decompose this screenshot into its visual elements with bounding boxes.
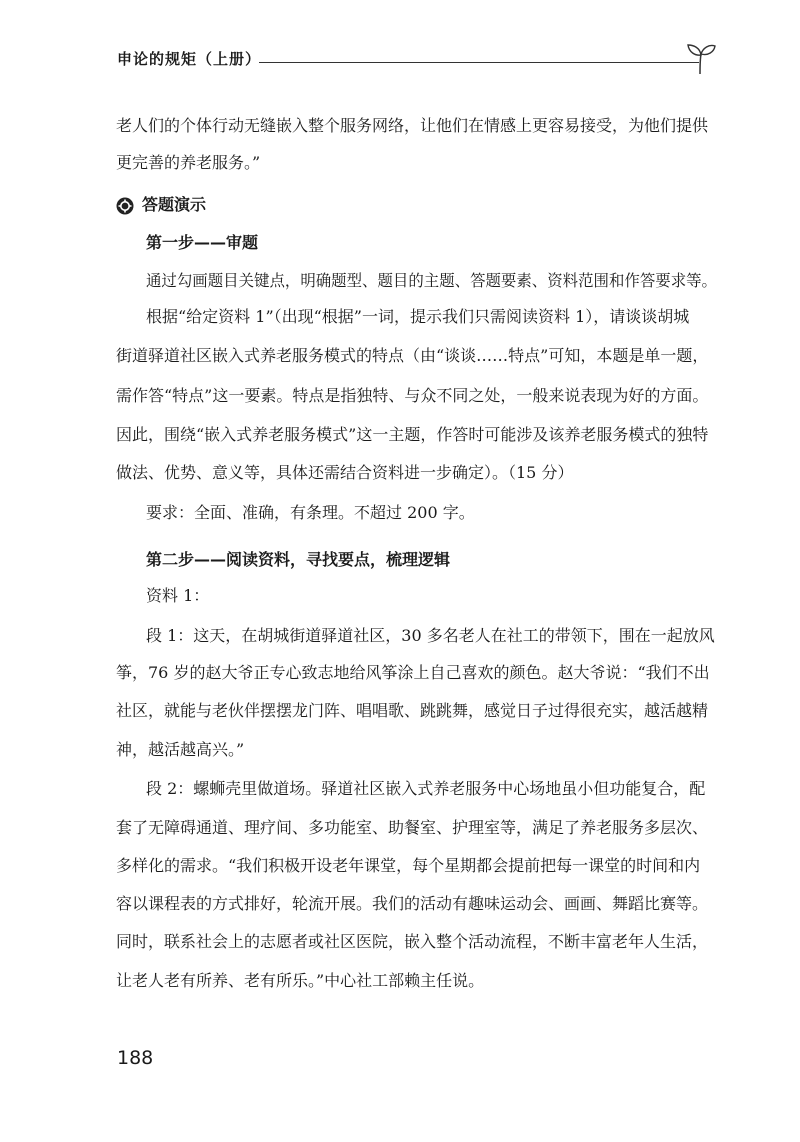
header-rule bbox=[259, 62, 699, 63]
step1-analysis-line-5: 做法、优势、意义等，具体还需结合资料进一步确定）。（15 分） bbox=[116, 463, 574, 482]
para2-line-6: 让老人老有所养、老有所乐。”中心社工部赖主任说。 bbox=[116, 971, 485, 990]
step1-analysis-line-1: 根据“给定资料 1”（出现“根据”一词，提示我们只需阅读资料 1），请谈谈胡城 bbox=[146, 307, 690, 326]
para2-line-3: 多样化的需求。“我们积极开设老年课堂，每个星期都会提前把每一课堂的时间和内 bbox=[116, 856, 701, 875]
para1-line-4: 神，越活越高兴。” bbox=[116, 740, 245, 759]
para2-line-5: 同时，联系社会上的志愿者或社区医院，嵌入整个活动流程，不断丰富老年人生活， bbox=[116, 932, 709, 951]
header-title: 申论的规矩（上册） bbox=[117, 50, 262, 68]
para2-line-1: 段 2：螺蛳壳里做道场。驿道社区嵌入式养老服务中心场地虽小但功能复合，配 bbox=[146, 779, 706, 798]
sprout-icon bbox=[685, 42, 717, 80]
para2-line-2: 套了无障碍通道、理疗间、多功能室、助餐室、护理室等，满足了养老服务多层次、 bbox=[116, 818, 709, 837]
intro-line-2: 更完善的养老服务。” bbox=[116, 153, 261, 172]
step2-title: 第二步——阅读资料，寻找要点，梳理逻辑 bbox=[146, 550, 451, 569]
para1-line-2: 筝，76 岁的赵大爷正专心致志地给风筝涂上自己喜欢的颜色。赵大爷说：“我们不出 bbox=[116, 663, 710, 682]
para1-line-3: 社区，就能与老伙伴摆摆龙门阵、唱唱歌、跳跳舞，感觉日子过得很充实，越活越精 bbox=[116, 701, 709, 720]
step1-requirement: 要求：全面、准确，有条理。不超过 200 字。 bbox=[146, 503, 475, 522]
step1-analysis-line-3: 需作答“特点”这一要素。特点是指独特、与众不同之处，一般来说表现为好的方面。 bbox=[116, 386, 709, 405]
step1-analysis-line-4: 因此，围绕“嵌入式养老服务模式”这一主题，作答时可能涉及该养老服务模式的独特 bbox=[116, 425, 709, 444]
section-title: 答题演示 bbox=[142, 195, 207, 214]
page-number: 188 bbox=[117, 1047, 154, 1069]
step1-title: 第一步——审题 bbox=[146, 233, 259, 252]
running-header bbox=[117, 44, 717, 74]
step1-intro-line: 通过勾画题目关键点，明确题型、题目的主题、答题要素、资料范围和作答要求等。 bbox=[146, 271, 717, 290]
para1-line-1: 段 1：这天，在胡城街道驿道社区，30 多名老人在社工的带领下，围在一起放风 bbox=[146, 626, 715, 645]
intro-line-1: 老人们的个体行动无缝嵌入整个服务网络，让他们在情感上更容易接受，为他们提供 bbox=[116, 116, 709, 135]
step1-analysis-line-2: 街道驿道社区嵌入式养老服务模式的特点（由“谈谈……特点”可知，本题是单一题， bbox=[116, 346, 709, 365]
para2-line-4: 容以课程表的方式排好，轮流开展。我们的活动有趣味运动会、画画、舞蹈比赛等。 bbox=[116, 894, 709, 913]
material-label: 资料 1： bbox=[146, 586, 210, 605]
gear-bullet-icon bbox=[116, 197, 134, 219]
